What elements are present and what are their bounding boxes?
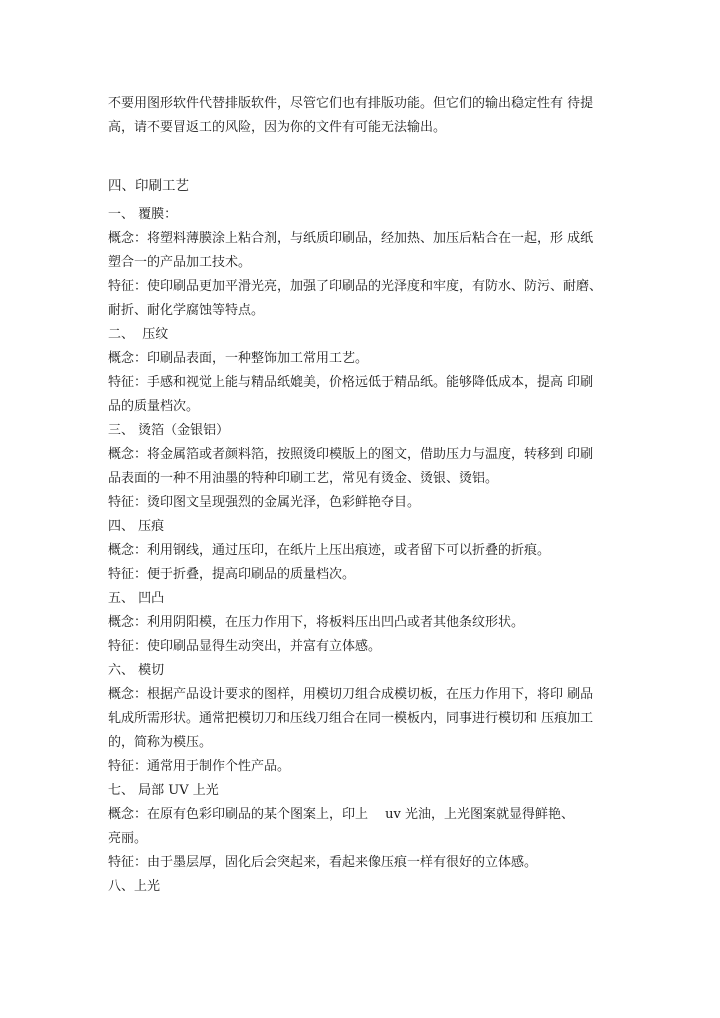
paragraph-line: 的，简称为模压。 xyxy=(108,735,213,750)
subsection-heading-glazing: 八、上光 xyxy=(108,879,161,894)
paragraph-line: 概念：将塑料薄膜涂上粘合剂，与纸质印刷品，经加热、加压后粘合在一起，形 成纸 xyxy=(108,231,594,246)
paragraph-line: 特征：便于折叠，提高印刷品的质量档次。 xyxy=(108,567,356,582)
intro-text-line-1: 不要用图形软件代替排版软件，尽管它们也有排版功能。但它们的输出稳定性有 待提 xyxy=(108,96,594,111)
paragraph-line: 品的质量档次。 xyxy=(108,399,200,414)
paragraph-line: 品表面的一种不用油墨的特种印刷工艺，常见有烫金、烫银、烫铝。 xyxy=(108,471,499,486)
paragraph-line: 概念：将金属箔或者颜料箔，按照烫印模版上的图文，借助压力与温度，转移到 印刷 xyxy=(108,447,594,462)
paragraph-line: 塑合一的产品加工技术。 xyxy=(108,255,252,270)
subsection-heading-foil-stamping: 三、 烫箔（金银铝） xyxy=(108,423,230,438)
paragraph-line: 概念：在原有色彩印刷品的某个图案上，印上 uv 光油，上光图案就显得鲜艳、 xyxy=(108,807,574,822)
subsection-heading-embossing-texture: 二、 压纹 xyxy=(108,327,169,342)
paragraph-line: 轧成所需形状。通常把模切刀和压线刀组合在同一模板内，同事进行模切和 压痕加工 xyxy=(108,711,594,726)
paragraph-line: 耐折、耐化学腐蚀等特点。 xyxy=(108,303,265,318)
paragraph-line: 概念：印刷品表面，一种整饰加工常用工艺。 xyxy=(108,351,369,366)
paragraph-line: 特征：通常用于制作个性产品。 xyxy=(108,759,291,774)
paragraph-line: 特征：使印刷品更加平滑光亮，加强了印刷品的光泽度和牢度，有防水、防污、耐磨、 xyxy=(108,279,603,294)
paragraph-line: 概念：根据产品设计要求的图样，用模切刀组合成模切板，在压力作用下，将印 刷品 xyxy=(108,687,594,702)
paragraph-line: 特征：由于墨层厚，固化后会突起来，看起来像压痕一样有很好的立体感。 xyxy=(108,855,538,870)
subsection-heading-creasing: 四、 压痕 xyxy=(108,519,165,534)
section-heading: 四、印刷工艺 xyxy=(108,178,189,194)
subsection-heading-lamination: 一、 覆膜： xyxy=(108,207,178,222)
subsection-heading-spot-uv: 七、 局部 UV 上光 xyxy=(108,783,219,798)
paragraph-line: 概念：利用钢线，通过压印，在纸片上压出痕迹，或者留下可以折叠的折痕。 xyxy=(108,543,551,558)
paragraph-line: 特征：使印刷品显得生动突出，并富有立体感。 xyxy=(108,639,382,654)
paragraph-line: 特征：烫印图文呈现强烈的金属光泽，色彩鲜艳夺目。 xyxy=(108,495,421,510)
document-body xyxy=(108,92,618,899)
subsection-heading-die-cutting: 六、 模切 xyxy=(108,663,165,678)
subsection-heading-relief: 五、 凹凸 xyxy=(108,591,165,606)
paragraph-line: 特征：手感和视觉上能与精品纸媲美，价格远低于精品纸。能够降低成本，提高 印刷 xyxy=(108,375,594,390)
paragraph-line: 概念：利用阴阳模，在压力作用下，将板料压出凹凸或者其他条纹形状。 xyxy=(108,615,525,630)
intro-text-line-2: 高，请不要冒返工的风险，因为你的文件有可能无法输出。 xyxy=(108,120,447,135)
paragraph-line: 亮丽。 xyxy=(108,831,148,846)
